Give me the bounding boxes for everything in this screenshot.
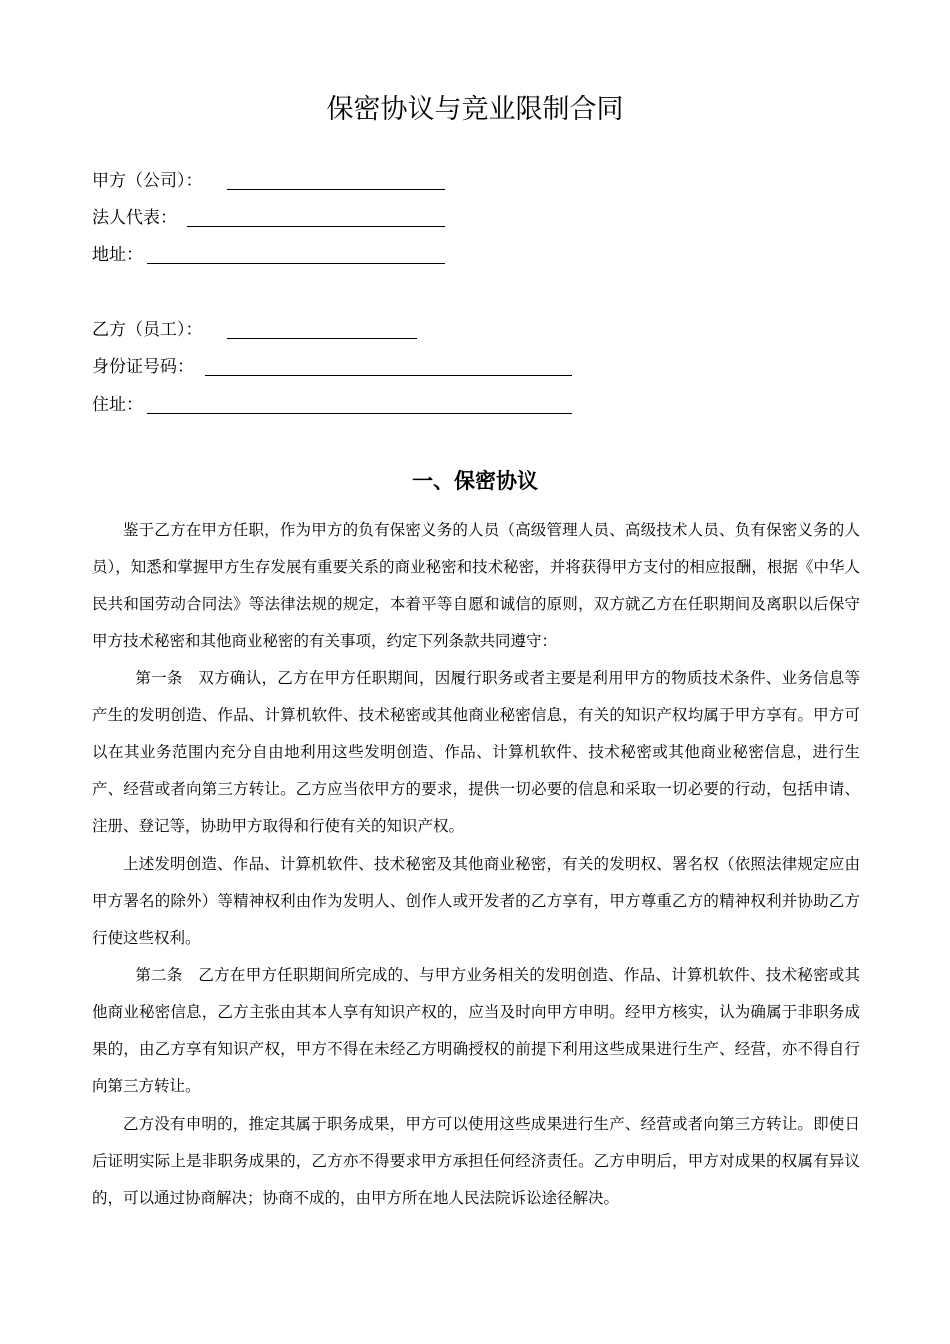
article-2-paragraph: 第二条 乙方在甲方任职期间所完成的、与甲方业务相关的发明创造、作品、计算机软件、技术秘密或其他商业秘密信息，乙方主张由其本人享有知识产权的，应当及时向甲方申明。经甲方核实，认为确属于非职务成果的，由乙方享有知识产权，甲方不得在未经乙方明确授权的前提下利用这些成果进行生产、经营，亦不得自行向第三方转让。	[92, 966, 860, 1095]
party-a-company-label: 甲方（公司）：	[92, 171, 203, 191]
party-b-employee-blank[interactable]	[227, 338, 417, 339]
party-b-id-label: 身份证号码：	[92, 357, 194, 377]
party-a-address-label: 地址：	[92, 245, 143, 265]
preamble-paragraph: 鉴于乙方在甲方任职，作为甲方的负有保密义务的人员（高级管理人员、高级技术人员、负有保密义务的人员），知悉和掌握甲方生存发展有重要关系的商业秘密和技术秘密，并将获得甲方支付的相应报酬，根据《中华人民共和国劳动合同法》等法律法规的规定，本着平等自愿和诚信的原则，双方就乙方在任职期间及离职以后保守甲方技术秘密和其他商业秘密的有关事项，约定下列条款共同遵守：	[92, 521, 860, 650]
party-a-address-blank[interactable]	[147, 263, 445, 264]
party-b-employee-label: 乙方（员工）：	[92, 320, 203, 340]
party-a-company-blank[interactable]	[227, 189, 445, 190]
party-b-id-blank[interactable]	[205, 375, 572, 376]
article-1-rights-paragraph: 上述发明创造、作品、计算机软件、技术秘密及其他商业秘密，有关的发明权、署名权（依照法律规定应由甲方署名的除外）等精神权利由作为发明人、创作人或开发者的乙方享有，甲方尊重乙方的精神权利并协助乙方行使这些权利。	[92, 855, 860, 947]
section-heading: 一、保密协议	[412, 469, 538, 493]
party-b-residence-blank[interactable]	[147, 413, 572, 414]
document-title: 保密协议与竞业限制合同	[326, 94, 624, 125]
article-1-paragraph: 第一条 双方确认，乙方在甲方任职期间，因履行职务或者主要是利用甲方的物质技术条件、业务信息等产生的发明创造、作品、计算机软件、技术秘密或其他商业秘密信息，有关的知识产权均属于甲方享有。甲方可以在其业务范围内充分自由地利用这些发明创造、作品、计算机软件、技术秘密或其他商业秘密信息，进行生产、经营或者向第三方转让。乙方应当依甲方的要求，提供一切必要的信息和采取一切必要的行动，包括申请、注册、登记等，协助甲方取得和行使有关的知识产权。	[92, 669, 860, 835]
party-b-residence-label: 住址：	[92, 395, 143, 415]
party-a-representative-blank[interactable]	[187, 226, 445, 227]
party-a-representative-label: 法人代表：	[92, 208, 177, 228]
article-2-undeclared-paragraph: 乙方没有申明的，推定其属于职务成果，甲方可以使用这些成果进行生产、经营或者向第三方转让。即使日后证明实际上是非职务成果的，乙方亦不得要求甲方承担任何经济责任。乙方申明后，甲方对成果的权属有异议的，可以通过协商解决；协商不成的，由甲方所在地人民法院诉讼途径解决。	[92, 1115, 860, 1207]
